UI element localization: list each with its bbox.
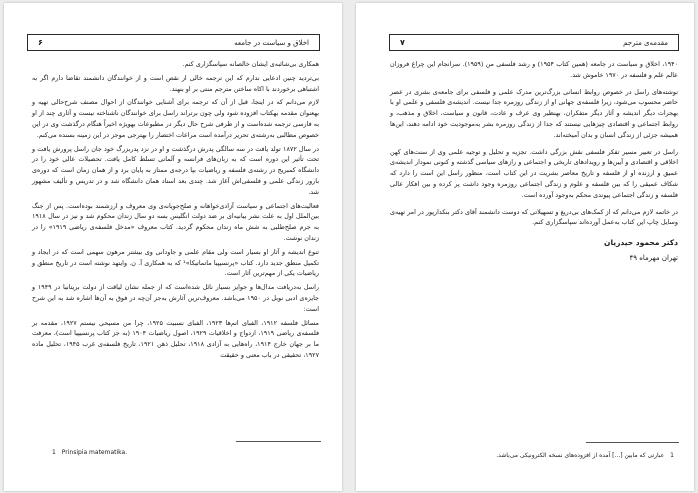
paragraph: فعالیت‌های اجتماعی و سیاست آزادی‌خواهانه و صلح‌جویانه‌ی وی معروف و ارزشمند بوده‌است. پس از جنگ بین‌الملل اول به علت نشر بیانیه‌ای بر ضد دولت انگلیس بسه دو سال زندان محکوم شد و نیز در سال ۱۹۱۸ به جرم صلح‌طلبی به شش ماه زندان محکوم گردید. کتاب معروف «مدخل فلسفه‌ی ریاضی ۱۹۱۹» را در زندان نوشت. (32, 201, 319, 242)
signature-place-date: تهران مهرماه ۴۹ (629, 253, 678, 262)
running-title: مقدمه‌ی مترجم (623, 38, 668, 47)
footnote (48, 449, 127, 456)
footnote (408, 452, 678, 459)
page-header (389, 34, 679, 51)
paragraph: همکاری بی‌شائبه‌ی ایشان خالصانه سپاسگزاری کنم. (182, 60, 319, 68)
left-page (4, 3, 342, 491)
page-body (390, 59, 678, 264)
paragraph: در خاتمه لازم می‌دانم که از کمک‌های بی‌دریغ و تسهیلاتی که دوست دانشمند آقای دکتر بنکدارپور در امر تهیه‌ی وسایل چاپ این کتاب به‌عمل آورده‌اند سپاسگزاری کنم. (390, 207, 678, 227)
paragraph: مسائل فلسفه ۱۹۱۲، الفبای اتم‌ها ۱۹۲۳، الفبای نسبیت ۱۹۲۵، چرا من مسیحی نیستم ۱۹۲۷، مقدمه بر فلسفه‌ی ریاضی ۱۹۱۹، ازدواج و اخلاقیات ۱۹۲۹، اصول ریاضیات ۱۹۰۴ (به جز کتاب پرنسیپیا است)، معرفت ما بر جهان خارج ۱۹۱۴، راه‌هایی به آزادی ۱۹۱۸، تحلیل ذهن ۱۹۲۱، تاریخ فلسفه‌ی غرب ۱۹۴۵، تحلیل ماده ۱۹۲۷، تحقیقی در باب معنی و حقیقت (32, 318, 319, 359)
paragraph: در سال ۱۸۷۲ تولد یافت در سه سالگی پدرش درگذشت و او در نزد پدربزرگ خود جان راسل پرورش یافت و تحت تأثیر این دوره است که به زبان‌های فرانسه و آلمانی تسلط کامل یافت. تحصیلات عالی خود را در دانشگاه کمبریج در رشته‌ی فلسفه و ریاضیات بپا درجه‌ی ممتاز به پایان برد و از همان زمان است که دوره‌ی بارور زندگی علمی و فلسفی‌اش آغاز شد. چندی بعد استاد همان دانشگاه شد و در تدریس و تألیف مشهور شد. (32, 144, 319, 196)
paragraph: بی‌تردید چنین ادعایی ندارم که این ترجمه خالی از نقص است و از خوانندگان دانشمند تقاضا دارم اگر به اشتباهی برخوردند با اکاه ساختن مترجم منتی بر او بنهند. (32, 73, 319, 93)
footnote-number: 1 (52, 449, 56, 456)
paragraph: نوشته‌های راسل در خصوص روابط انسانی بزرگ‌ترین مدرک علمی و فلسفی برای جامعه‌ی بشری در عصر حاضر محسوب می‌شود، زیرا فلسفه‌ی جهانی او از زندگی روزمره جدا نیست. اندیشه‌ی فلسفی و علمی او با بهجرات دیگر اندیشه و آثار دیگر متفکران، بهنظیر وی عرف و عادت، قانون و سیاست، اخلاق و مذهب، و روابط اجتماعی و اقتصادی چیزهایی نیستند که جدا از زندگی روزمره بشر به‌موجودیت خود ادامه دهند، این‌ها همیشه جزئی از زندگی انسان و بدان آمیخته‌اند. (390, 87, 678, 139)
footnote-divider (236, 441, 321, 442)
running-title: اخلاق و سیاست در جامعه (234, 38, 309, 47)
paragraph: راسل به‌دریافت مدال‌ها و جوایز بسیار نائل شده‌است که از جمله نشان لیاقت از دولت بریتانیا در ۱۹۴۹ و جایزه‌ی ادبی نوبل در ۱۹۵۰ می‌باشد. معروف‌ترین آثارش به‌جز آن‌چه در فوق به آن‌ها اشاره شد به این شرح است: (32, 283, 319, 313)
footnote-text: Prinsipia matematika. (61, 449, 128, 456)
paragraph: تنوع اندیشه و آثار او بسیار است ولی مقام علمی و جاودانی وی بیشتر مرهون سهمی است که در ایجاد و تکمیل منطق جدید دارد. کتاب «پرنسیپیا ماتماتیکا»¹ که به همکاری آ. ن. وایتهد نوشته است در تاریخ منطق و ریاضیات یکی از مهم‌ترین آثار است. (32, 247, 319, 278)
paragraph: ۱۹۴۰، اخلاق و سیاست در جامعه (همین کتاب ۱۹۵۴) و رشد فلسفی من (۱۹۵۹). سرانجام این چراغ فروزان عالم علم و فلسفه در ۱۹۷۰ خاموش شد. (390, 60, 678, 79)
paragraph: راسل در تعبیر مسیر تفکر فلسفی نقش بزرگی داشت. تجزیه و تحلیل و توجیه علمی وی از سنت‌های کهن اخلاقی و اقتصادی و آیین‌ها و رویدادهای تاریخی و اجتماعی و رازهای سیاسی گذشته و کنونی نمودار اندیشه‌ی عمیق و ارزنده او از فلسفه و تاریخ معاصر بشریت در این کتاب است. منظور راسل این است را دارد که شکاف عمیقی را که بین فلسفه و علوم و زندگی اجتماعی روزمره وجود داشت پر کرده و بین افکار عالی فلسفه و زندگی اجتماعی پیوندی محکم به‌وجود آورده است. (390, 147, 678, 199)
page-number: ۶ (38, 38, 43, 47)
footnote-number: 1 (670, 452, 674, 459)
page-body (32, 59, 319, 364)
translator-signature: دکتر محمود حیدریان (604, 238, 678, 248)
footnote-divider (586, 442, 679, 443)
page-number: ۷ (400, 38, 405, 47)
right-page (356, 3, 694, 491)
paragraph: لازم می‌دانم که در اینجا، قبل از آن که ترجمه برای آشنایی خوانندگان از احوال مصنف شرح‌حالی تهیه و بهعنوان مقدمه بهکتاب افزوده شود ولی چون برتراند راسل برای خوانندگان ناشناخته نیست و آثاری چند از او به فارسی ترجمه شده‌است و از طرفی شرح حال دیگر در مطبوعات بهویژه اخیراً هنگام درگذشت وی در این خصوص مطالبی به‌رشته‌ی تحریر درآمده است مراعات اختصار را بهترجی موجز در این زمینه بسنده می‌کنم. (32, 98, 319, 139)
page-header (27, 34, 320, 51)
footnote-text: عبارتی که مابین [...] آمده از افزوده‌های نسخه الکترونیکی می‌باشد. (496, 452, 665, 459)
